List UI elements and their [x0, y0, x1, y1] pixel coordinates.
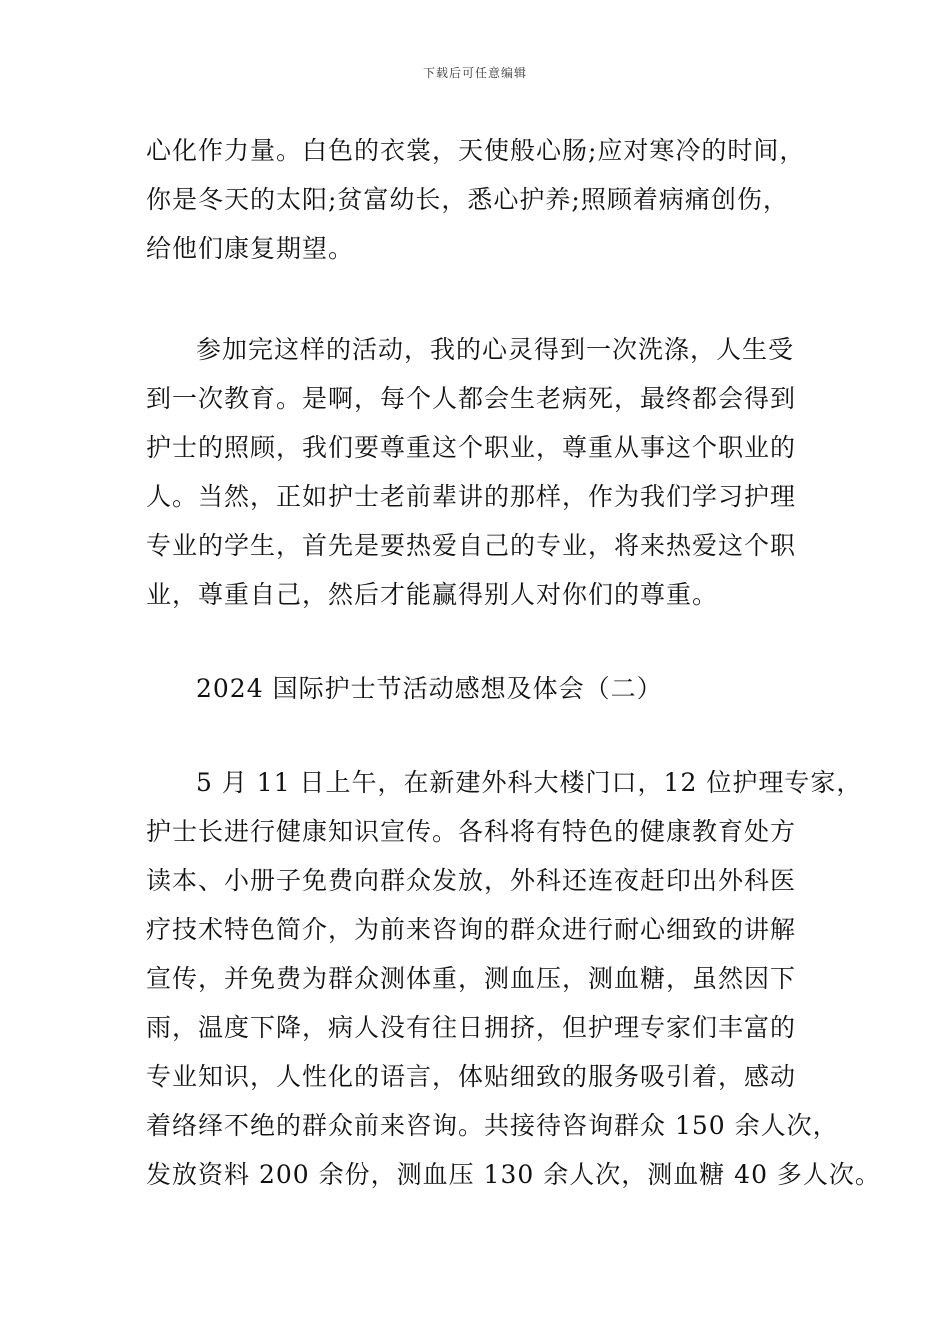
text-line: 业，尊重自己，然后才能赢得别人对你们的尊重。 [146, 580, 719, 609]
text-line: 到一次教育。是啊，每个人都会生老病死，最终都会得到 [146, 384, 797, 413]
heading-text: 2024 国际护士节活动感想及体会（二） [196, 674, 663, 703]
text-line: 护士的照顾，我们要尊重这个职业，尊重从事这个职业的 [146, 433, 797, 462]
page-header: 下载后可任意编辑 [422, 66, 527, 80]
text-line: 发放资料 200 余份，测血压 130 余人次，测血糖 40 多人次。 [146, 1160, 881, 1189]
text-line: 疗技术特色简介，为前来咨询的群众进行耐心细致的讲解 [146, 915, 797, 944]
text-line: 宣传，并免费为群众测体重，测血压，测血糖，虽然因下 [146, 964, 797, 993]
paragraph-reflection [146, 325, 836, 619]
text-line: 参加完这样的活动，我的心灵得到一次洗涤，人生受 [196, 335, 795, 364]
text-line: 专业知识，人性化的语言，体贴细致的服务吸引着，感动 [146, 1062, 797, 1091]
text-line: 5 月 11 日上午，在新建外科大楼门口，12 位护理专家， [196, 768, 863, 797]
text-line: 给他们康复期望。 [146, 234, 355, 263]
text-line: 读本、小册子免费向群众发放，外科还连夜赶印出外科医 [146, 866, 797, 895]
text-line: 专业的学生，首先是要热爱自己的专业，将来热爱这个职 [146, 531, 797, 560]
text-line: 着络绎不绝的群众前来咨询。共接待咨询群众 150 余人次， [146, 1111, 839, 1140]
paragraph-continued [146, 126, 836, 273]
paragraph-event [146, 758, 881, 1199]
text-line: 雨，温度下降，病人没有往日拥挤，但护理专家们丰富的 [146, 1013, 797, 1042]
text-line: 人。当然，正如护士老前辈讲的那样，作为我们学习护理 [146, 482, 797, 511]
text-line: 护士长进行健康知识宣传。各科将有特色的健康教育处方 [146, 817, 797, 846]
text-line: 你是冬天的太阳;贫富幼长，悉心护养;照顾着病痛创伤， [146, 185, 789, 214]
document-body [146, 126, 881, 1199]
text-line: 心化作力量。白色的衣裳，天使般心肠;应对寒冷的时间， [146, 136, 806, 165]
section-heading [146, 664, 836, 713]
